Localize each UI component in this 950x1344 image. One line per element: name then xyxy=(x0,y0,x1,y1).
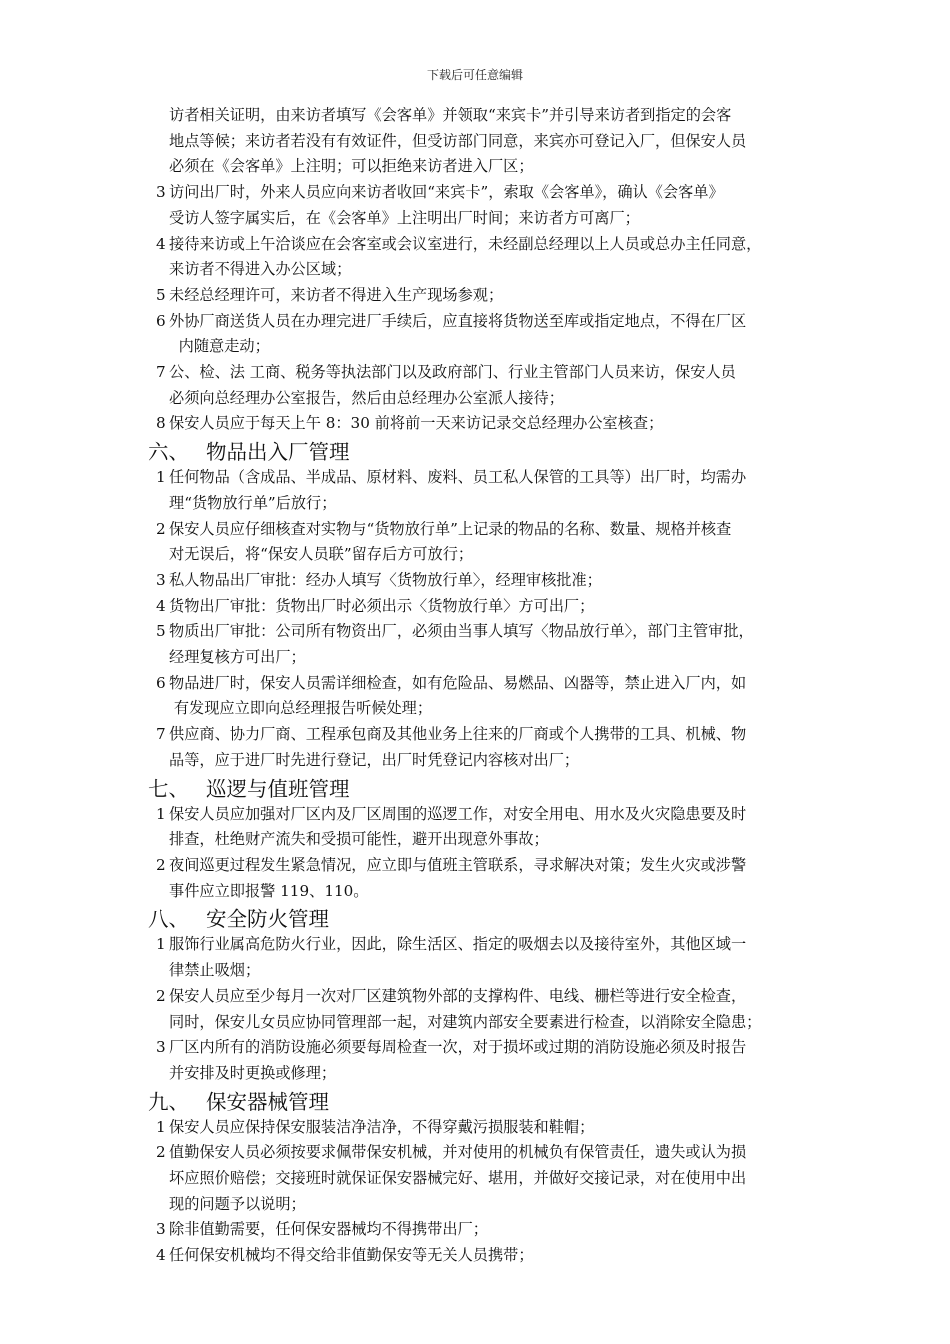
list-item-number: 3 xyxy=(156,183,166,202)
list-item-text: 保安人员应至少每月一次对厂区建筑物外部的支撑构件、电线、栅栏等进行安全检查， xyxy=(169,986,747,1005)
text-line: 同时，保安儿女员应协同管理部一起，对建筑内部安全要素进行检查，以消除安全隐患； xyxy=(169,1012,762,1031)
text-line: 内随意走动； xyxy=(169,337,270,356)
list-item-text: 公、检、法 工商、税务等执法部门以及政府部门、行业主管部门人员来访，保安人员 xyxy=(169,363,736,382)
list-item xyxy=(148,283,828,309)
list-item-first-line xyxy=(148,722,828,748)
list-item-first-line xyxy=(148,232,828,258)
section-heading xyxy=(148,775,828,802)
list-item-first-line xyxy=(148,465,828,491)
list-item-first-line xyxy=(148,1035,828,1061)
text-line: 受访人签字属实后，在《会客单》上注明出厂时间；来访者方可离厂； xyxy=(169,208,640,227)
text-line: 并安排及时更换或修理； xyxy=(169,1063,337,1082)
list-item xyxy=(148,360,828,411)
list-item-number: 4 xyxy=(156,1246,166,1265)
list-item-first-line xyxy=(148,1217,828,1243)
section-heading xyxy=(148,1088,828,1115)
list-item xyxy=(148,984,828,1035)
section-title: 安全防火管理 xyxy=(206,907,329,932)
list-item xyxy=(148,1035,828,1086)
list-item xyxy=(148,517,828,568)
text-line: 访者相关证明，由来访者填写《会客单》并领取“来宾卡”并引导来访者到指定的会客 xyxy=(169,106,732,124)
text-line: 坏应照价赔偿；交接班时就保证保安器械完好、堪用，并做好交接记录，对在使用中出 xyxy=(169,1169,747,1188)
list-item xyxy=(148,1217,828,1243)
list-item-text: 供应商、协力厂商、工程承包商及其他业务上往来的厂商或个人携带的工具、机械、物 xyxy=(169,725,747,744)
list-item-number: 4 xyxy=(156,234,166,253)
text-line: 律禁止吸烟； xyxy=(169,961,261,980)
list-item-number: 8 xyxy=(156,414,166,433)
section-number: 六、 xyxy=(148,440,189,465)
list-item-number: 3 xyxy=(156,570,166,589)
list-item-first-line xyxy=(148,1243,828,1269)
list-item-number: 2 xyxy=(156,986,166,1005)
text-line: 必须向总经理办公室报告，然后由总经理办公室派人接待； xyxy=(169,388,564,407)
list-item-first-line xyxy=(148,1115,828,1141)
list-item xyxy=(148,1243,828,1269)
list-item-text: 货物出厂审批：货物出厂时必须出示〈货物放行单〉方可出厂； xyxy=(169,596,595,615)
list-item-text: 夜间巡更过程发生紧急情况，应立即与值班主管联系，寻求解决对策；发生火灾或涉警 xyxy=(169,855,747,874)
list-item-first-line xyxy=(148,283,828,309)
list-item-number: 1 xyxy=(156,468,166,487)
list-item-text: 保安人员应于每天上午 8：30 前将前一天来访记录交总经理办公室核查； xyxy=(169,414,664,433)
list-item xyxy=(148,411,828,437)
text-line: 排查，杜绝财产流失和受损可能性，避开出现意外事故； xyxy=(169,830,549,849)
list-item-number: 6 xyxy=(156,673,166,692)
list-item-number: 6 xyxy=(156,311,166,330)
continued-paragraph xyxy=(148,103,828,180)
section-number: 七、 xyxy=(148,776,189,801)
text-line: 必须在《会客单》上注明；可以拒绝来访者进入厂区； xyxy=(169,157,534,176)
list-item-first-line xyxy=(148,411,828,437)
text-line: 经理复核方可出厂； xyxy=(169,648,306,667)
list-item-first-line xyxy=(148,671,828,697)
list-item-text: 访问出厂时，外来人员应向来访者收回“来宾卡”，索取《会客单》，确认《会客单》 xyxy=(169,183,724,202)
list-item xyxy=(148,853,828,904)
list-item-text: 除非值勤需要，任何保安器械均不得携带出厂； xyxy=(169,1220,488,1239)
list-item-text: 物质出厂审批：公司所有物资出厂，必须由当事人填写〈物品放行单〉，部门主管审批， xyxy=(169,622,754,641)
list-item-text: 保安人员应保持保安服装洁净洁净，不得穿戴污损服装和鞋帽； xyxy=(169,1117,595,1136)
list-item-number: 3 xyxy=(156,1220,166,1239)
list-item-number: 5 xyxy=(156,622,166,641)
list-item xyxy=(148,619,828,670)
document-body xyxy=(148,103,828,1269)
list-item xyxy=(148,1115,828,1141)
text-line: 品等，应于进厂时先进行登记，出厂时凭登记内容核对出厂； xyxy=(169,750,580,769)
list-item-text: 未经总经理许可，来访者不得进入生产现场参观； xyxy=(169,285,504,304)
list-item-first-line xyxy=(148,517,828,543)
page-header: 下载后可任意编辑 xyxy=(426,68,523,82)
list-item-text: 值勤保安人员必须按要求佩带保安机械，并对使用的机械负有保管责任，遗失或认为损 xyxy=(169,1143,747,1162)
list-item-number: 7 xyxy=(156,725,166,744)
list-item-text: 私人物品出厂审批：经办人填写〈货物放行单〉，经理审核批准； xyxy=(169,570,602,589)
list-item xyxy=(148,309,828,360)
section-title: 巡逻与值班管理 xyxy=(206,776,350,801)
list-item-number: 2 xyxy=(156,855,166,874)
section-number: 九、 xyxy=(148,1089,189,1114)
list-item-first-line xyxy=(148,180,828,206)
list-item-first-line xyxy=(148,594,828,620)
list-item-text: 任何物品（含成品、半成品、原材料、废料、员工私人保管的工具等）出厂时，均需办 xyxy=(169,468,747,487)
list-item-number: 2 xyxy=(156,519,166,538)
list-item xyxy=(148,722,828,773)
list-item-first-line xyxy=(148,309,828,335)
list-item-first-line xyxy=(148,984,828,1010)
section-heading xyxy=(148,438,828,465)
list-item xyxy=(148,802,828,853)
list-item-first-line xyxy=(148,1140,828,1166)
list-item xyxy=(148,1140,828,1217)
list-item-text: 保安人员应仔细核查对实物与“货物放行单”上记录的物品的名称、数量、规格并核查 xyxy=(169,519,732,538)
section-number: 八、 xyxy=(148,907,189,932)
text-line: 理“货物放行单”后放行； xyxy=(169,493,337,512)
text-line: 事件应立即报警 119、110。 xyxy=(169,881,369,900)
text-line: 对无误后，将“保安人员联”留存后方可放行； xyxy=(169,545,474,564)
list-item-text: 外协厂商送货人员在办理完进厂手续后，应直接将货物送至库或指定地点，不得在厂区 xyxy=(169,311,747,330)
list-item-number: 1 xyxy=(156,1117,166,1136)
list-item xyxy=(148,568,828,594)
text-line: 地点等候；来访者若没有有效证件，但受访部门同意，来宾亦可登记入厂，但保安人员 xyxy=(169,131,747,150)
text-line: 现的问题予以说明； xyxy=(169,1194,306,1213)
section-title: 保安器械管理 xyxy=(206,1089,329,1114)
list-item-number: 7 xyxy=(156,363,166,382)
list-item-first-line xyxy=(148,932,828,958)
text-line: 有发现应立即向总经理报告听候处理； xyxy=(169,699,433,718)
section-title: 物品出入厂管理 xyxy=(206,440,350,465)
list-item xyxy=(148,932,828,983)
list-item-first-line xyxy=(148,568,828,594)
list-item-number: 2 xyxy=(156,1143,166,1162)
text-line: 来访者不得进入办公区域； xyxy=(169,260,352,279)
list-item-text: 保安人员应加强对厂区内及厂区周围的巡逻工作，对安全用电、用水及火灾隐患要及时 xyxy=(169,804,747,823)
list-item-first-line xyxy=(148,853,828,879)
list-item xyxy=(148,232,828,283)
list-item-first-line xyxy=(148,360,828,386)
list-item xyxy=(148,180,828,231)
list-item-text: 接待来访或上午洽谈应在会客室或会议室进行，未经副总经理以上人员或总办主任同意， xyxy=(169,234,762,253)
list-item-number: 1 xyxy=(156,935,166,954)
section-heading xyxy=(148,905,828,932)
list-item-number: 5 xyxy=(156,285,166,304)
list-item-number: 4 xyxy=(156,596,166,615)
list-item xyxy=(148,594,828,620)
list-item-text: 任何保安机械均不得交给非值勤保安等无关人员携带； xyxy=(169,1246,534,1265)
list-item-text: 服饰行业属高危防火行业，因此，除生活区、指定的吸烟去以及接待室外，其他区域一 xyxy=(169,935,747,954)
list-item-first-line xyxy=(148,802,828,828)
list-item-number: 3 xyxy=(156,1038,166,1057)
list-item-text: 物品进厂时，保安人员需详细检查，如有危险品、易燃品、凶器等，禁止进入厂内，如 xyxy=(169,673,747,692)
list-item-number: 1 xyxy=(156,804,166,823)
list-item xyxy=(148,465,828,516)
list-item xyxy=(148,671,828,722)
list-item-first-line xyxy=(148,619,828,645)
list-item-text: 厂区内所有的消防设施必须要每周检查一次，对于损坏或过期的消防设施必须及时报告 xyxy=(169,1038,747,1057)
